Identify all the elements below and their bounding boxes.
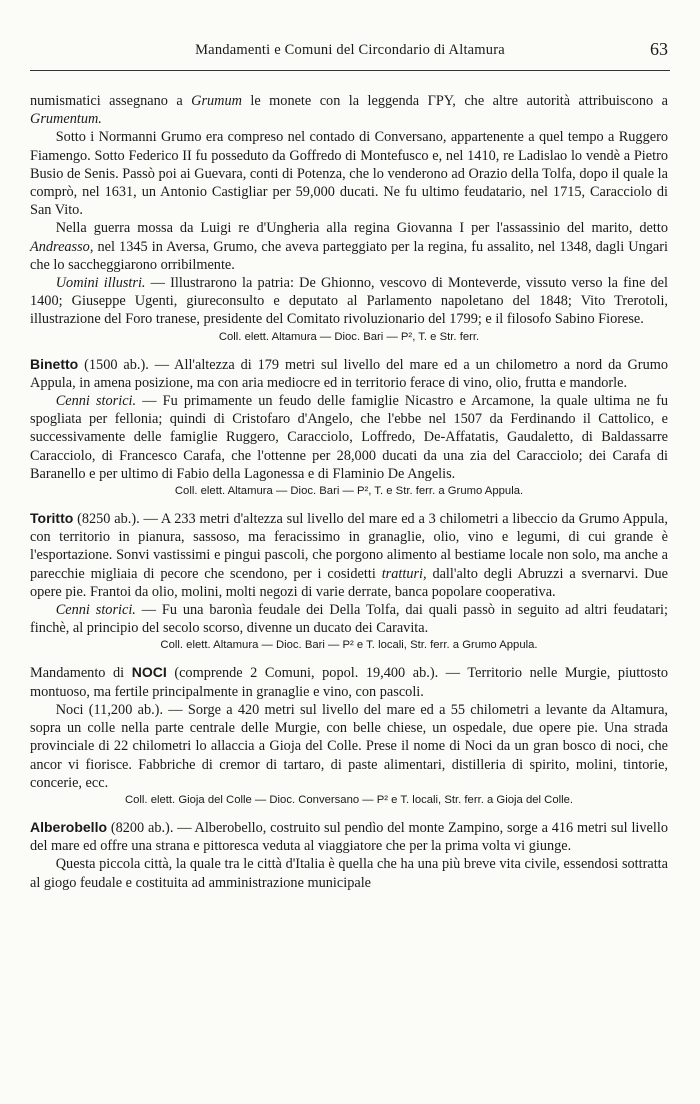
population: (8200 ab.). — [107, 819, 174, 836]
grumo-paragraph-1 — [30, 92, 668, 128]
section-label: Cenni storici. — [55, 393, 137, 410]
section-label: Uomini illustri. — [55, 275, 146, 292]
text: — A 233 metri d'altezza sul livello del mare ed a 3 chilometri a libeccio da Grumo Appula, con territorio in pianura, sassoso, ma feracissimo in granaglie, olio, vino e legumi, di cui grande è l'esportazione. Sonvi vastissimi e pingui pascoli, che porgono alimento al bestiame locale non solo, ma anche a parecchie migliaia di pecore che scendono, per i cosidetti — [30, 511, 668, 582]
toritto-entry — [30, 509, 668, 601]
text: dall'alto degli Abruzzi a svernarvi. Due opere pie. Frantoi da olio, molini, molti negozi di varie derrate, banca popolare cooperativa. — [30, 565, 668, 600]
text: — Illustrarono la patria: De Ghionno, vescovo di Monteverde, vissuto verso la fine del 1400; Giuseppe Ugenti, giureconsulto e deputato al Parlamento napoletano del 1848; Vito Trerotoli, illustrazione del Foro tranese, presidente del Comitato rivoluzionario del 1799; e il filosofo Sabino Fiorese. — [30, 275, 668, 328]
binetto-entry — [30, 355, 668, 392]
noci-entry — [30, 701, 668, 792]
comune-name: Alberobello — [30, 818, 108, 835]
population: (1500 ab.). — [78, 356, 149, 373]
italic-term: Andreasso, — [30, 238, 94, 255]
population: (8250 ab.). — [73, 511, 140, 528]
text: numismatici assegnano a — [30, 93, 192, 109]
population: (11,200 ab.). — [83, 701, 164, 718]
mandamento-name: NOCI — [131, 664, 167, 681]
grumo-paragraph-2: Sotto i Normanni Grumo era compreso nel contado di Conversano, appartenente a quel tempo a Ruggero Fiamengo. Sotto Federico II fu posseduto da Goffredo di Montefusco e, nel 1410, re Ladislao lo vendè a Pietro Busio de Senis. Passò poi ai Guevara, conti di Potenza, che lo venderono ad Orazio della Tolfa, dopo il quale la comprò, nel 1631, un Antonio Castigliar per 59,000 ducati. Ne fu ultimo feudatario, nel 1715, Caracciolo di San Vito. — [30, 129, 668, 219]
grumo-paragraph-3 — [30, 219, 668, 274]
alberobello-paragraph-2: Questa piccola città, la quale tra le città d'Italia è quella che ha una più breve vita civile, essendosi sottratta al giogo feudale e costituita ad amministrazione municipale — [30, 856, 668, 891]
mandamento-label: Mandamento di — [30, 665, 132, 682]
italic-term: Grumum — [191, 93, 242, 109]
toritto-history — [30, 601, 668, 637]
page-number: 63 — [650, 39, 668, 59]
italic-term: tratturi, — [381, 565, 427, 582]
comune-name: Noci — [55, 701, 84, 718]
toritto-collegio: Coll. elett. Altamura — Dioc. Bari — P² e T. locali, Str. ferr. a Grumo Appula. — [160, 639, 538, 652]
grumo-illustrious-men — [30, 274, 668, 329]
text: — Alberobello, costruito sul pendìo del monte Zampino, sorge a 416 metri sul livello del mare ed offre una strana e pittoresca veduta al viaggiatore che per la prima volta vi giunge. — [30, 819, 668, 855]
noci-mandamento — [30, 663, 668, 700]
comune-name: Toritto — [30, 510, 74, 527]
binetto-collegio: Coll. elett. Altamura — Dioc. Bari — P², T. e Str. ferr. a Grumo Appula. — [174, 485, 524, 498]
page-header — [30, 36, 670, 71]
text: — Fu primamente un feudo delle famiglie Nicastro e Arcamone, la quale ultima ne fu spogliata per fellonia; quindi di Cristofaro d'Angelo, che l'ebbe nel 1507 da Ferdinando il Cattolico, e successivamente delle famiglie Ruggero, Caracciolo, Loffredo, De-Affatatis, Gaudaletto, di Baldassarre Caracciolo, di Francesco Carafa, che l'ottenne per 28,000 ducati da una zia del Caracciolo; dei Carafa di Baranello e per ultimo di Fabio della Lagonessa e di Flaminio De Angelis. — [30, 393, 668, 482]
alberobello-entry — [30, 818, 668, 855]
comune-name: Binetto — [30, 355, 79, 372]
text: — Fu una baronìa feudale dei Della Tolfa, dai quali passò in seguito ad altri feudatari; finchè, al principio del secolo scorso, divenne un ducato dei Caravita. — [30, 602, 668, 637]
section-label: Cenni storici. — [55, 602, 136, 619]
text: — Sorge a 420 metri sul livello del mare ed a 55 chilometri a levante da Altamura, sopra un colle nella parte centrale delle Murgie, con belle chiese, un ospedale, due opere pie. Una strada provinciale di 22 chilometri lo allaccia a Gioja del Colle. Prese il nome di Noci da un gran bosco di noci, che ancor vi fiorisce. Fabbriche di cremor di tartaro, di paste alimentari, distilleria di spirito, molini, tintorie, concerie, ecc. — [30, 701, 668, 791]
text: Nella guerra mossa da Luigi re d'Ungheria alla regina Giovanna I per l'assassinio del marito, detto — [55, 220, 668, 237]
grumo-collegio: Coll. elett. Altamura — Dioc. Bari — P², T. e Str. ferr. — [218, 330, 480, 343]
italic-term: Grumentum. — [30, 111, 102, 128]
page-body — [30, 92, 668, 892]
running-title: Mandamenti e Comuni del Circondario di Altamura — [195, 42, 505, 58]
text: le monete con la leggenda ΓΡΥ, che altre autorità attribuiscono a — [241, 93, 668, 109]
binetto-history — [30, 392, 668, 483]
noci-collegio: Coll. elett. Gioja del Colle — Dioc. Conversano — P² e T. locali, Str. ferr. a Gioja del Colle. — [124, 793, 574, 806]
text: — All'altezza di 179 metri sul livello del mare ed a un chilometro a nord da Grumo Appula, in amena posizione, ma con aria mediocre ed in territorio ferace di vino, olio, frutta e mandorle. — [30, 356, 668, 391]
text: nel 1345 in Aversa, Grumo, che aveva parteggiato per la regina, fu assalito, nel 1348, dagli Ungari che lo saccheggiarono orribilmente. — [30, 238, 668, 273]
text: (comprende 2 Comuni, popol. 19,400 ab.). — Territorio nelle Murgie, piuttosto montuoso, ma fertile principalmente in granaglie e vino, con pascoli. — [30, 665, 668, 700]
